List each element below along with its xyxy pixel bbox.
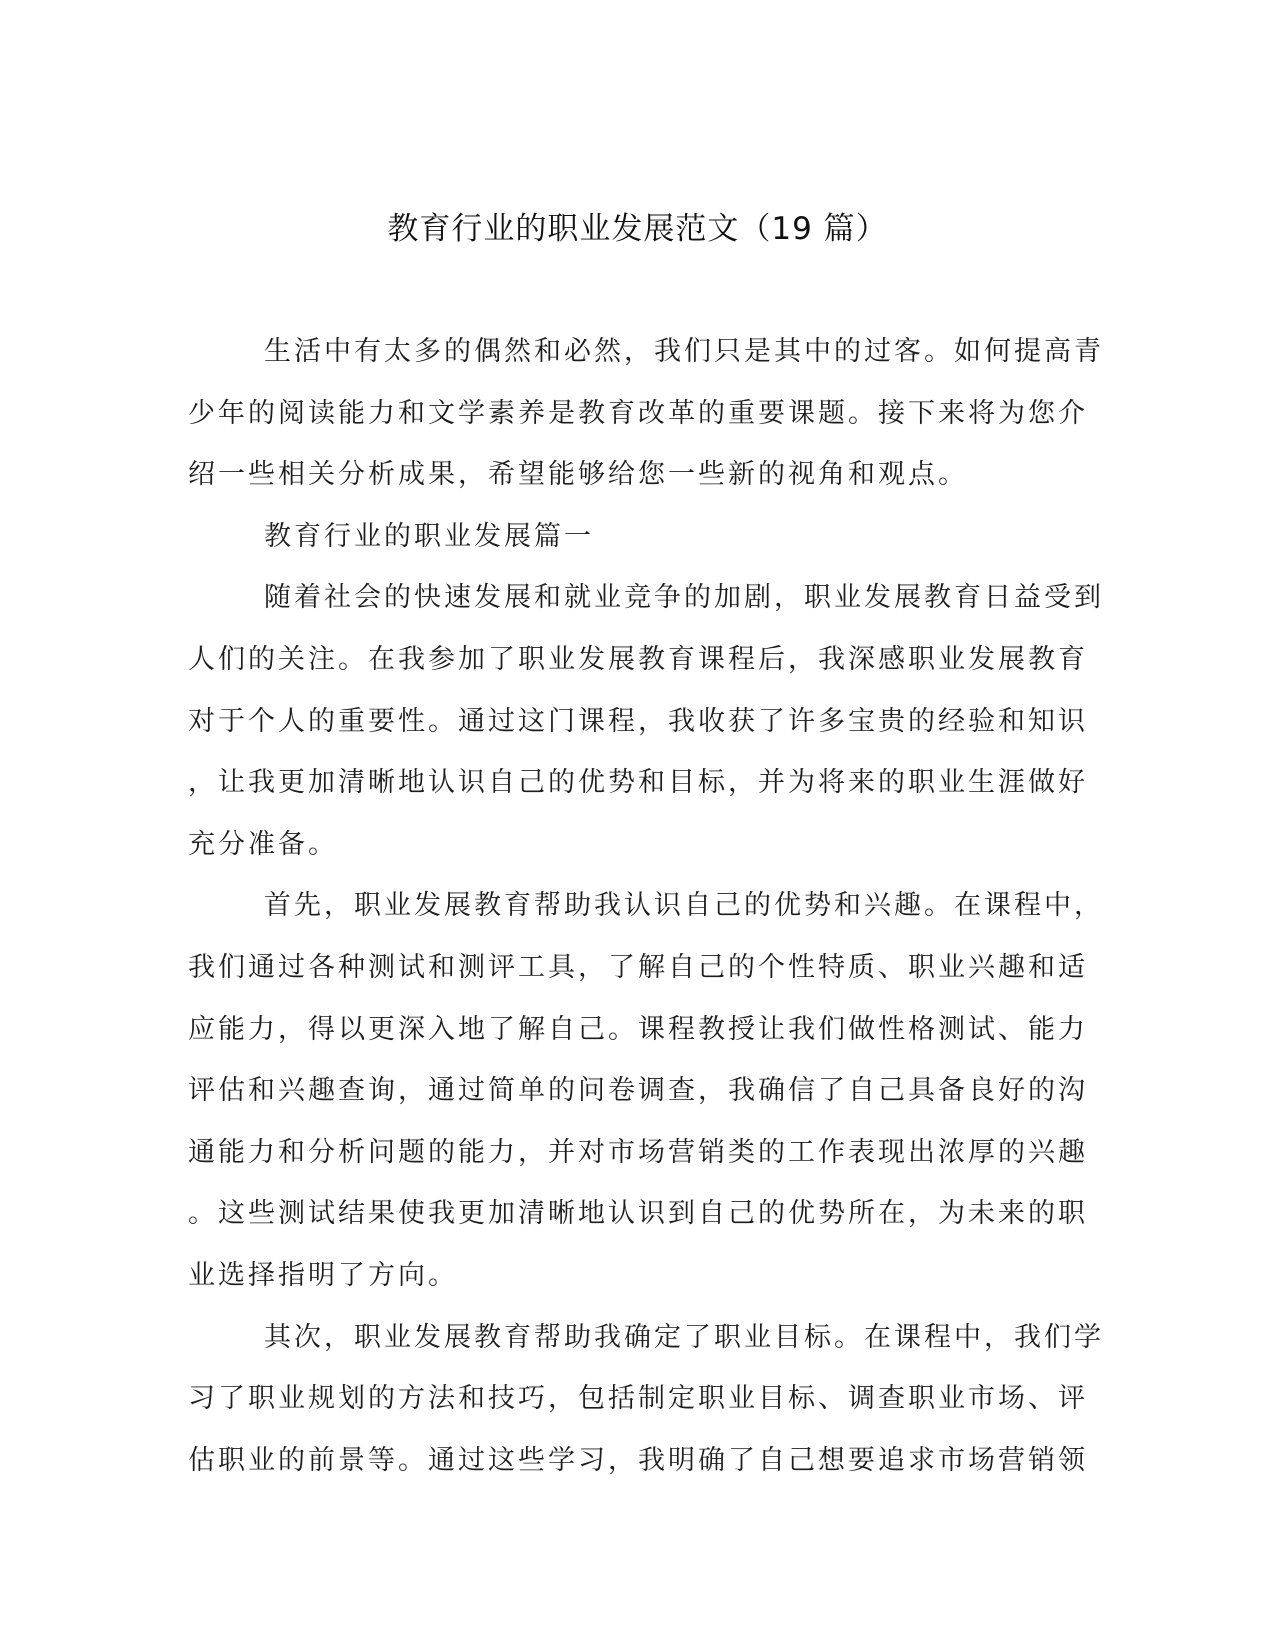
body-line: 通能力和分析问题的能力，并对市场营销类的工作表现出浓厚的兴趣 <box>188 1136 1088 1168</box>
body-line: 。这些测试结果使我更加清晰地认识到自己的优势所在，为未来的职 <box>188 1198 1088 1230</box>
body-line: 绍一些相关分析成果，希望能够给您一些新的视角和观点。 <box>188 459 968 491</box>
body-line: 首先，职业发展教育帮助我认识自己的优势和兴趣。在课程中， <box>264 890 1104 922</box>
body-line: 应能力，得以更深入地了解自己。课程教授让我们做性格测试、能力 <box>188 1013 1088 1045</box>
body-line: 随着社会的快速发展和就业竞争的加剧，职业发展教育日益受到 <box>264 582 1104 614</box>
body-line: 教育行业的职业发展篇一 <box>264 520 594 552</box>
body-line: 对于个人的重要性。通过这门课程，我收获了许多宝贵的经验和知识 <box>188 705 1088 737</box>
body-line: 我们通过各种测试和测评工具，了解自己的个性特质、职业兴趣和适 <box>188 951 1088 983</box>
document-body <box>188 330 1104 1500</box>
body-line: 业选择指明了方向。 <box>188 1259 458 1291</box>
body-line: 人们的关注。在我参加了职业发展教育课程后，我深感职业发展教育 <box>188 643 1088 675</box>
body-line: 充分准备。 <box>188 828 338 860</box>
body-line: 估职业的前景等。通过这些学习，我明确了自己想要追求市场营销领 <box>188 1444 1088 1476</box>
body-line: 其次，职业发展教育帮助我确定了职业目标。在课程中，我们学 <box>264 1321 1104 1353</box>
body-line: ，让我更加清晰地认识自己的优势和目标，并为将来的职业生涯做好 <box>188 767 1088 799</box>
document-title: 教育行业的职业发展范文（19 篇） <box>387 211 888 247</box>
body-line: 生活中有太多的偶然和必然，我们只是其中的过客。如何提高青 <box>264 336 1104 367</box>
body-line: 习了职业规划的方法和技巧，包括制定职业目标、调查职业市场、评 <box>188 1383 1088 1415</box>
body-line: 少年的阅读能力和文学素养是教育改革的重要课题。接下来将为您介 <box>188 397 1088 429</box>
body-line: 评估和兴趣查询，通过简单的问卷调查，我确信了自己具备良好的沟 <box>188 1075 1088 1107</box>
